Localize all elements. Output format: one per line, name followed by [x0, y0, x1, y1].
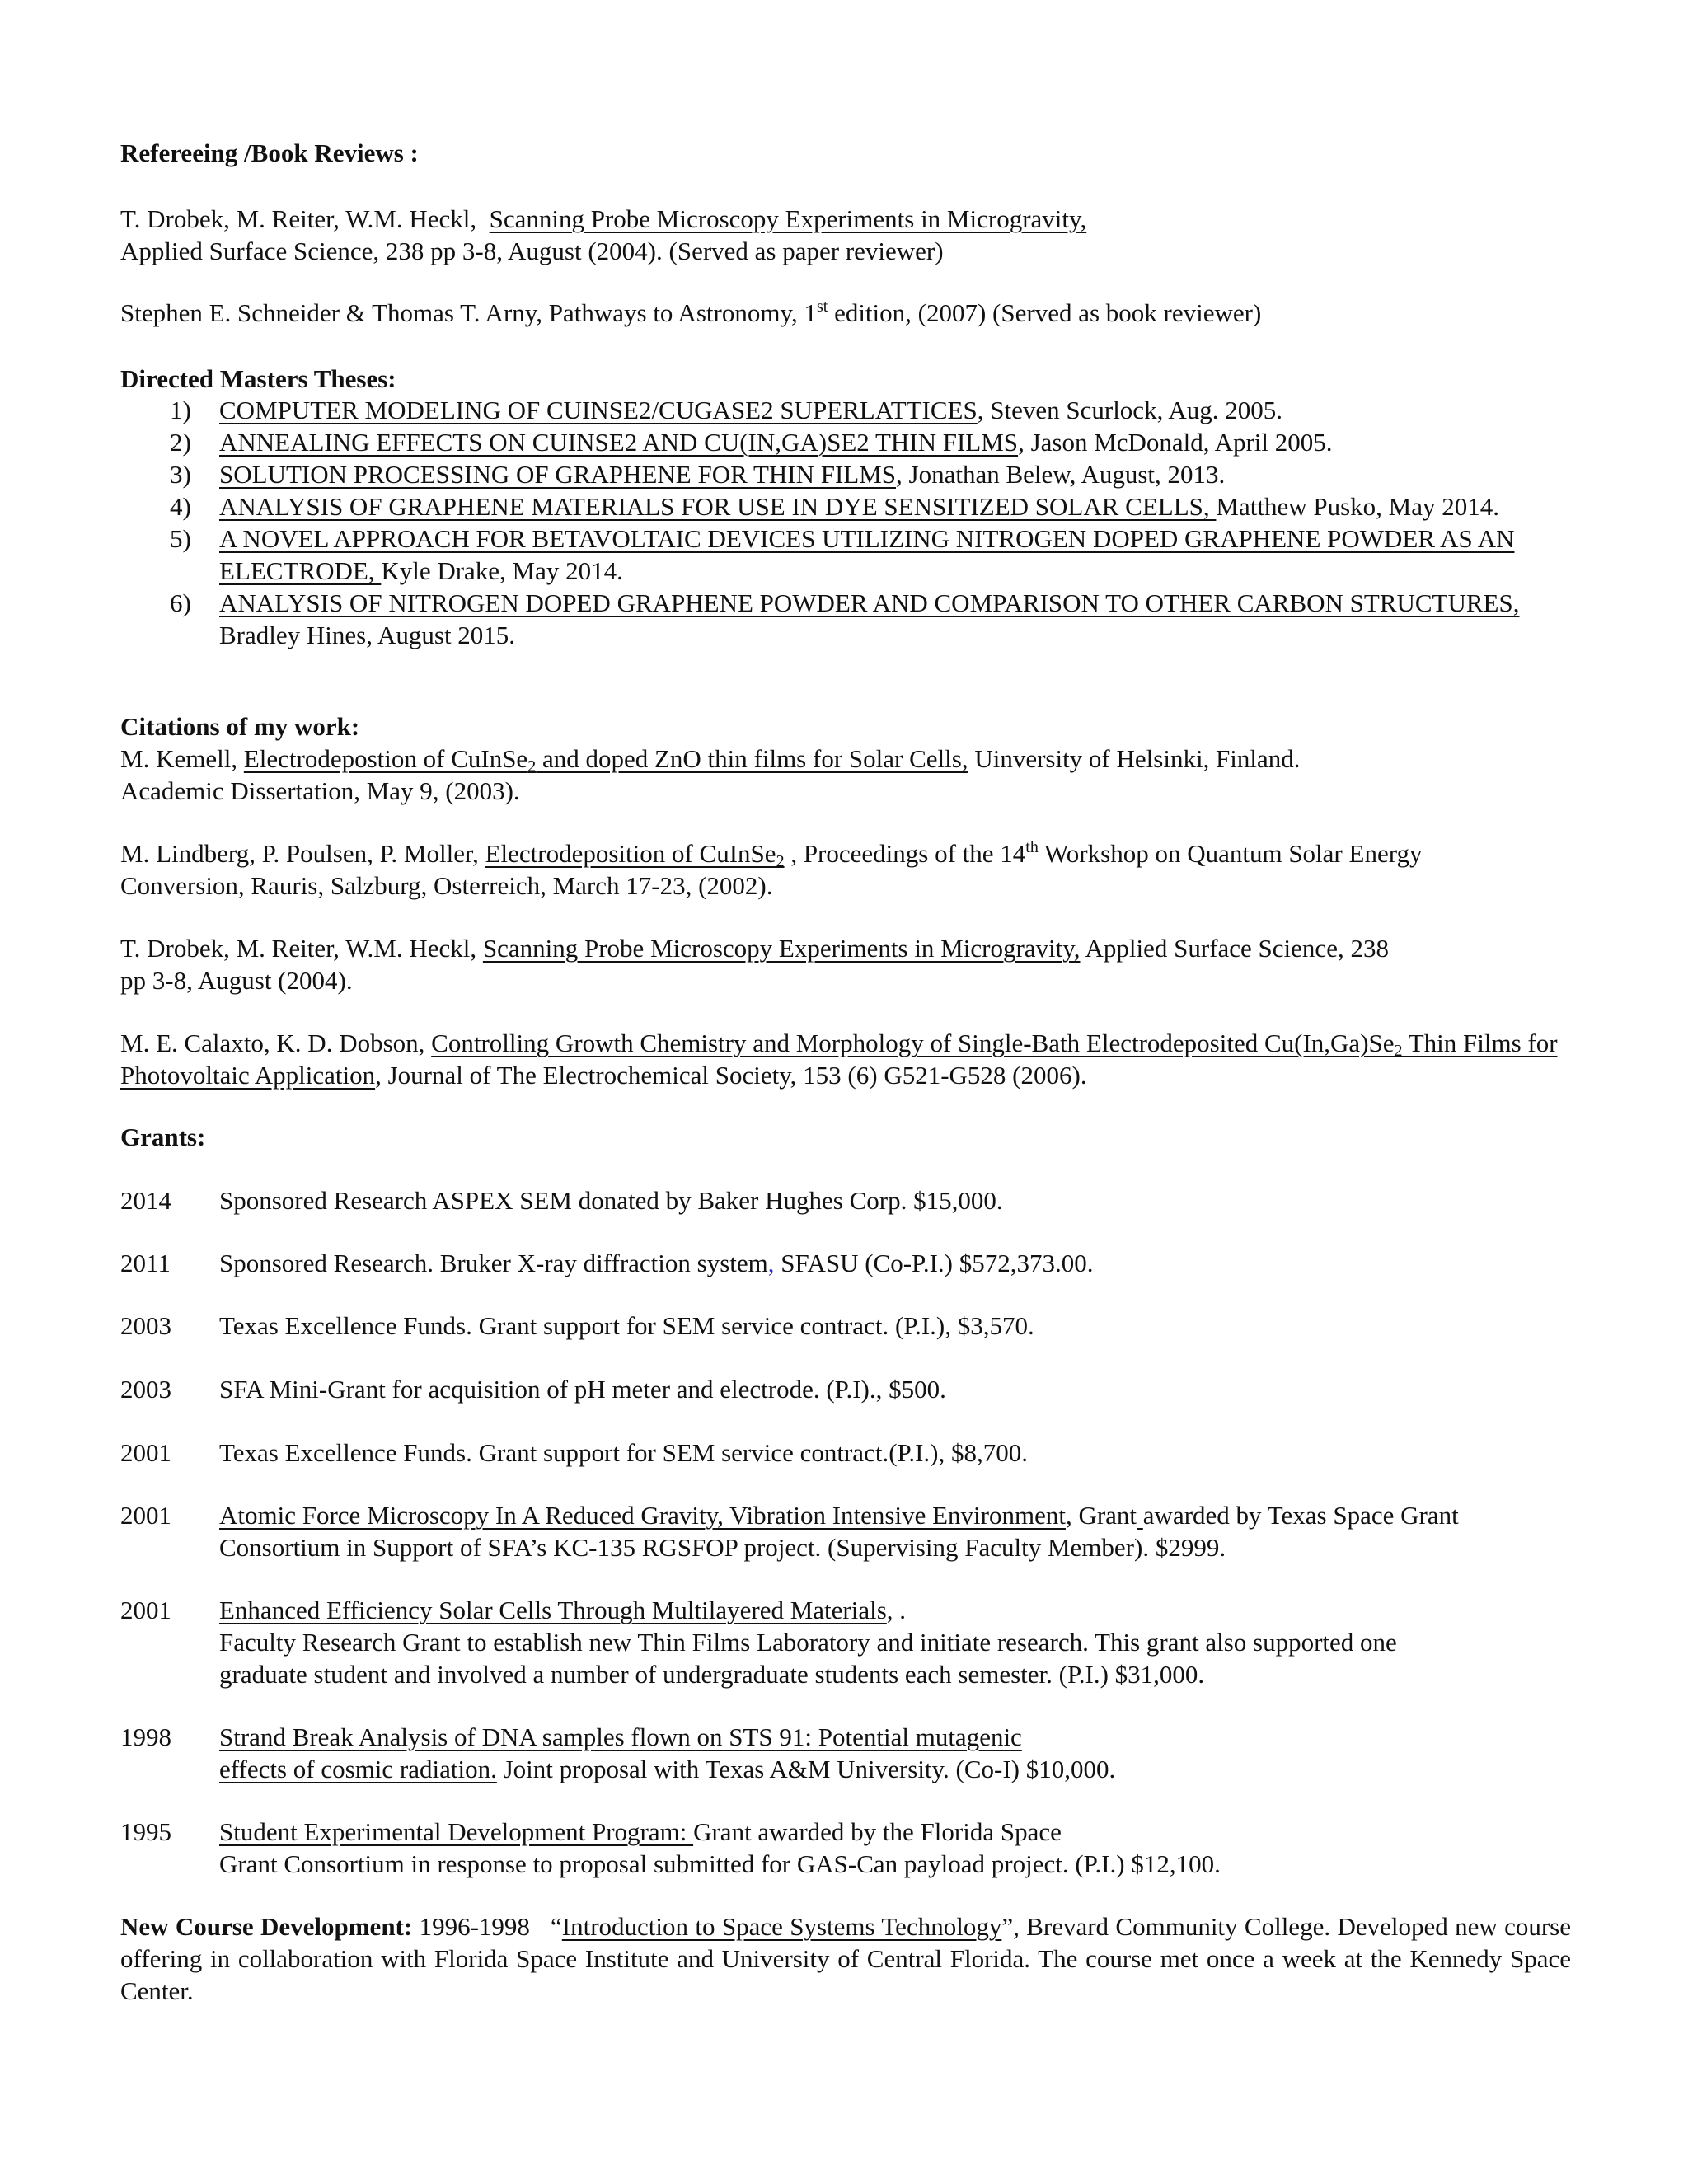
grant-line-3: graduate student and involved a number of undergraduate students each semester. (P.I.) $31,000. — [219, 1660, 1205, 1689]
thesis-item-6 — [120, 587, 1571, 651]
citation-1 — [120, 743, 1571, 807]
grant-text: SFA Mini-Grant for acquisition of pH meter and electrode. (P.I)., $500. — [219, 1375, 946, 1404]
course-open-quote: “ — [551, 1912, 562, 1941]
grant-text-pre: Sponsored Research. — [219, 1249, 440, 1277]
thesis-author: , Steven Scurlock, Aug. 2005. — [977, 396, 1282, 424]
grant-text: Texas Excellence Funds. Grant support for SEM service contract.(P.I.), $8,700. — [219, 1438, 1028, 1467]
course-heading: New Course Development: — [120, 1912, 413, 1941]
thesis-number: 3) — [170, 460, 191, 489]
grant-year: 2001 — [120, 1438, 171, 1467]
thesis-title: COMPUTER MODELING OF CUINSE2/CUGASE2 SUPERLATTICES — [219, 396, 978, 424]
thesis-item-2 — [120, 426, 1571, 458]
grant-year: 2011 — [120, 1249, 171, 1277]
citation-1-title-sub: 2 — [528, 757, 537, 776]
grant-line-2: Consortium in Support of SFA’s KC-135 RGSFOP project. (Supervising Faculty Member). $2999. — [219, 1533, 1226, 1562]
grant-rest: Joint proposal with Texas A&M University. (Co-I) $10,000. — [496, 1755, 1116, 1783]
review-2-text-rest: edition, (2007) (Served as book reviewer) — [828, 298, 1262, 327]
thesis-author: Bradley Hines, August 2015. — [219, 621, 516, 649]
grant-text-post: SFASU (Co-P.I.) $572,373.00. — [774, 1249, 1094, 1277]
grant-line-2 — [219, 1753, 1571, 1785]
grant-entry-2003b — [120, 1373, 1571, 1405]
grant-year: 1995 — [120, 1817, 171, 1846]
grant-title: Enhanced Efficiency Solar Cells Through Multilayered Materials — [219, 1596, 887, 1624]
review-1-authors: T. Drobek, M. Reiter, W.M. Heckl, — [120, 204, 477, 233]
grant-entry-2001b — [120, 1499, 1571, 1563]
citation-3-line1 — [120, 932, 1571, 964]
citation-4-title-text: Controlling Growth Chemistry and Morphology of Single-Bath Electrodeposited Cu(In,Ga)Se — [431, 1029, 1395, 1057]
grant-title: Student Experimental Development Program: — [219, 1817, 694, 1846]
citation-1-title — [243, 744, 968, 776]
thesis-item-1 — [120, 394, 1571, 426]
grant-text — [219, 1499, 1571, 1563]
citation-2-rest-2: Workshop on Quantum Solar Energy — [1038, 839, 1423, 868]
grant-text — [219, 1721, 1571, 1785]
grant-rest: Grant awarded by the Florida Space — [693, 1817, 1062, 1846]
citation-2-rest: , Proceedings of the 14 — [784, 839, 1026, 868]
citation-3-line2: pp 3-8, August (2004). — [120, 966, 353, 995]
citation-2-sup: th — [1025, 838, 1039, 856]
grant-rest-b: awarded by Texas Space Grant — [1142, 1501, 1459, 1530]
citation-3-rest: Applied Surface Science, 238 — [1080, 934, 1389, 963]
thesis-title: ANNEALING EFFECTS ON CUINSE2 AND CU(IN,GA)SE2 THIN FILMS — [219, 428, 1019, 457]
grant-year: 2001 — [120, 1501, 171, 1530]
thesis-author: Matthew Pusko, May 2014. — [1216, 492, 1499, 521]
thesis-number: 5) — [170, 524, 191, 553]
review-2-sup: st — [816, 298, 828, 316]
grant-year: 2014 — [120, 1186, 171, 1215]
grant-line-2: Grant Consortium in response to proposal submitted for GAS-Can payload project. (P.I.) $12,100. — [219, 1849, 1221, 1878]
citation-1-rest: Uinversity of Helsinki, Finland. — [968, 744, 1301, 773]
thesis-item-4 — [120, 490, 1571, 523]
thesis-number: 4) — [170, 492, 191, 521]
grant-line-1 — [219, 1721, 1571, 1753]
grant-text-main: Bruker X-ray diffraction system — [439, 1249, 768, 1277]
grant-year: 2003 — [120, 1311, 171, 1340]
refereeing-heading: Refereeing /Book Reviews : — [120, 138, 419, 167]
review-entry-1-line2: Applied Surface Science, 238 pp 3-8, August (2004). (Served as paper reviewer) — [120, 237, 944, 265]
grant-year: 2003 — [120, 1375, 171, 1404]
citation-2-authors: M. Lindberg, P. Poulsen, P. Moller, — [120, 839, 485, 868]
theses-list — [120, 394, 1571, 651]
grant-rest-underscore — [1137, 1501, 1143, 1530]
grant-text: Sponsored Research ASPEX SEM donated by Baker Hughes Corp. $15,000. — [219, 1186, 1003, 1215]
citation-1-line1 — [120, 743, 1571, 775]
citation-2-title — [485, 839, 785, 868]
citation-1-authors: M. Kemell, — [120, 744, 244, 773]
review-entry-1 — [120, 203, 1571, 267]
grant-line-1 — [219, 1816, 1571, 1848]
grant-text: Texas Excellence Funds. Grant support for SEM service contract. (P.I.), $3,570. — [219, 1311, 1034, 1340]
thesis-number: 2) — [170, 428, 191, 457]
citation-4-title-sub: 2 — [1394, 1042, 1403, 1060]
grant-entry-2001a — [120, 1436, 1571, 1469]
grant-line-2: Faculty Research Grant to establish new Thin Films Laboratory and initiate research. This grant also supported one — [219, 1628, 1397, 1657]
review-1-title: Scanning Probe Microscopy Experiments in Microgravity, — [489, 204, 1087, 233]
citation-3-authors: T. Drobek, M. Reiter, W.M. Heckl, — [120, 934, 483, 963]
grant-link-comma[interactable]: , — [767, 1249, 775, 1277]
course-years: 1996-1998 — [412, 1912, 537, 1941]
grant-entry-2001c — [120, 1594, 1571, 1690]
course-description: , Brevard Community College. Developed new course offering in collaboration with Florida Space Institute and University of Central Florida. The course met once a week at the Kennedy Space Center. — [120, 1912, 1572, 2005]
thesis-author: Kyle Drake, May 2014. — [381, 556, 623, 585]
citation-2-line2: Conversion, Rauris, Salzburg, Osterreich, March 17-23, (2002). — [120, 871, 773, 900]
thesis-item-3 — [120, 458, 1571, 490]
citation-3-title: Scanning Probe Microscopy Experiments in Microgravity, — [482, 934, 1081, 963]
thesis-number: 1) — [170, 396, 191, 424]
grant-title-cont: effects of cosmic radiation. — [219, 1755, 497, 1783]
course-title: Introduction to Space Systems Technology — [561, 1912, 1002, 1941]
thesis-title: SOLUTION PROCESSING OF GRAPHENE FOR THIN FILMS — [219, 460, 897, 489]
citations-heading: Citations of my work: — [120, 712, 360, 741]
grant-year: 2001 — [120, 1596, 171, 1624]
citation-2-title-sub: 2 — [776, 852, 785, 870]
course-close-quote: ” — [1001, 1912, 1014, 1941]
thesis-item-5 — [120, 523, 1571, 587]
grant-text — [219, 1816, 1571, 1880]
citation-2-title-text: Electrodeposition of CuInSe — [485, 839, 776, 868]
course-development — [120, 1910, 1571, 2007]
grant-year: 1998 — [120, 1722, 171, 1751]
thesis-author: , Jason McDonald, April 2005. — [1018, 428, 1333, 457]
grant-text — [219, 1594, 1571, 1690]
review-entry-1-line1 — [120, 203, 1571, 235]
thesis-title: A NOVEL APPROACH FOR BETAVOLTAIC DEVICES UTILIZING NITROGEN DOPED GRAPHENE POWDER AS AN ELECTRODE, — [219, 524, 1515, 585]
grant-rest: , . — [886, 1596, 907, 1624]
grant-title: Atomic Force Microscopy In A Reduced Gravity, Vibration Intensive Environment — [219, 1501, 1066, 1530]
citation-3 — [120, 932, 1571, 996]
citation-2-line1 — [120, 837, 1571, 869]
citation-1-title-text-rest: and doped ZnO thin films for Solar Cells, — [536, 744, 968, 773]
grant-entry-2014 — [120, 1184, 1571, 1216]
grant-title: Strand Break Analysis of DNA samples flown on STS 91: Potential mutagenic — [219, 1722, 1022, 1751]
grant-entry-2003a — [120, 1310, 1571, 1342]
grant-text — [219, 1247, 1571, 1279]
citation-1-title-text: Electrodepostion of CuInSe — [243, 744, 528, 773]
grant-line-1 — [219, 1594, 1571, 1626]
thesis-title: ANALYSIS OF GRAPHENE MATERIALS FOR USE IN DYE SENSITIZED SOLAR CELLS, — [219, 492, 1217, 521]
citation-4 — [120, 1027, 1571, 1091]
grant-rest-a: , Grant — [1065, 1501, 1137, 1530]
grant-line-1 — [219, 1499, 1571, 1531]
citation-4-title-text-rest: Thin Films for Photovoltaic Application — [120, 1029, 1558, 1090]
grant-entry-2011 — [120, 1247, 1571, 1279]
citation-4-authors: M. E. Calaxto, K. D. Dobson, — [120, 1029, 432, 1057]
grant-entry-1995 — [120, 1816, 1571, 1880]
thesis-author: , Jonathan Belew, August, 2013. — [896, 460, 1226, 489]
thesis-title: ANALYSIS OF NITROGEN DOPED GRAPHENE POWDER AND COMPARISON TO OTHER CARBON STRUCTURES, — [219, 588, 1520, 617]
citation-4-rest: , Journal of The Electrochemical Society, 153 (6) G521-G528 (2006). — [375, 1061, 1087, 1090]
review-entry-2 — [120, 297, 1571, 329]
grants-heading: Grants: — [120, 1122, 206, 1151]
grant-entry-1998 — [120, 1721, 1571, 1785]
thesis-number: 6) — [170, 588, 191, 617]
citation-1-line2: Academic Dissertation, May 9, (2003). — [120, 776, 520, 805]
citation-2 — [120, 837, 1571, 902]
theses-heading: Directed Masters Theses: — [120, 364, 396, 393]
review-2-text: Stephen E. Schneider & Thomas T. Arny, Pathways to Astronomy, 1 — [120, 298, 817, 327]
